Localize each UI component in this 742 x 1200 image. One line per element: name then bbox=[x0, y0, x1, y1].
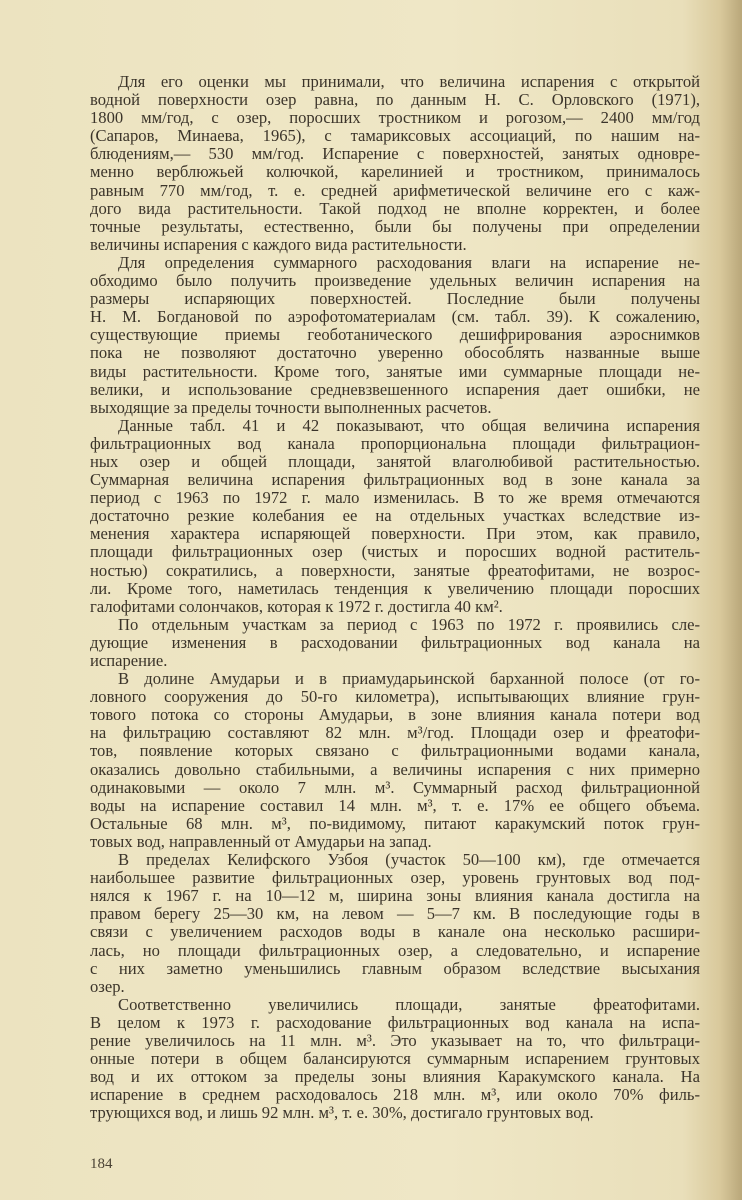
paragraph bbox=[90, 616, 700, 670]
text-line: тов, появление которых связано с фильтрационными водами канала, bbox=[90, 741, 700, 761]
text-line: нялся к 1967 г. на 10—12 м, ширина зоны влияния канала достигла на bbox=[90, 886, 700, 906]
text-line: Данные табл. 41 и 42 показывают, что общая величина испарения bbox=[118, 415, 700, 435]
text-line: Н. М. Богдановой по аэрофотоматериалам (см. табл. 39). К сожалению, bbox=[90, 307, 700, 327]
text-line: Для его оценки мы принимали, что величина испарения с открытой bbox=[118, 72, 700, 91]
text-line: связи с увеличением расходов воды в канале она несколько расшири- bbox=[90, 922, 700, 942]
text-line: достаточно резкие колебания ее на отдельных участках вследствие из- bbox=[90, 506, 700, 526]
text-line: на фильтрацию составляют 82 млн. м³/год. Площади озер и фреатофи- bbox=[90, 723, 700, 743]
page-body bbox=[90, 73, 700, 1122]
text-line: дующие изменения в расходовании фильтрационных вод канала на bbox=[90, 632, 700, 652]
text-line: пока не позволяют достаточно уверенно обособлять названные выше bbox=[90, 343, 700, 363]
text-line: водной поверхности озер равна, по данным Н. С. Орловского (1971), bbox=[90, 90, 700, 110]
text-line: ностью) сократились, а поверхности, занятые фреатофитами, не возрос- bbox=[90, 560, 700, 580]
text-line: испарение в среднем расходовалось 218 млн. м³, или около 70% филь- bbox=[90, 1085, 700, 1105]
text-line: одинаковыми — около 7 млн. м³. Суммарный расход фильтрационной bbox=[90, 777, 700, 797]
text-line: оказались довольно стабильными, а величины испарения с них примерно bbox=[90, 759, 700, 779]
paragraph bbox=[90, 254, 700, 417]
text-line: тового потока со стороны Амударьи, в зоне влияния канала потери вод bbox=[90, 705, 700, 725]
paragraph bbox=[90, 417, 700, 616]
text-line: В долине Амударьи и в приамударьинской барханной полосе (от го- bbox=[118, 669, 700, 689]
text-line: величины испарения с каждого вида растительности. bbox=[90, 234, 467, 254]
text-line: вод и их оттоком за пределы зоны влияния Каракумского канала. На bbox=[90, 1067, 700, 1087]
text-line: равным 770 мм/год, т. е. средней арифметической величине его с каж- bbox=[90, 180, 700, 200]
text-line: наибольшее развитие фильтрационных озер, уровень грунтовых вод под- bbox=[90, 868, 700, 888]
text-line: существующие приемы геоботанического дешифрирования аэроснимков bbox=[90, 325, 700, 345]
text-line: Суммарная величина испарения фильтрационных вод в зоне канала за bbox=[90, 470, 700, 490]
text-line: По отдельным участкам за период с 1963 по 1972 г. проявились сле- bbox=[118, 614, 700, 634]
text-line: размеры испаряющих поверхностей. Последние были получены bbox=[90, 289, 700, 309]
text-line: выходящие за пределы точности выполненных расчетов. bbox=[90, 397, 492, 417]
page-number: 184 bbox=[90, 1156, 113, 1172]
text-line: площади фильтрационных озер (чистых и поросших водной раститель- bbox=[90, 542, 700, 562]
text-line: ных озер и общей площади, занятой влаголюбивой растительностью. bbox=[90, 451, 700, 471]
text-line: период с 1963 по 1972 г. мало изменилась. В то же время отмечаются bbox=[90, 488, 700, 508]
text-line: правом берегу 25—30 км, на левом — 5—7 км. В последующие годы в bbox=[90, 904, 700, 924]
text-line: велики, и использование средневзвешенного испарения дает ошибки, не bbox=[90, 379, 700, 399]
text-line: онные потери в общем балансируются суммарным испарением грунтовых bbox=[90, 1049, 700, 1069]
text-line: (Сапаров, Минаева, 1965), с тамариксовых ассоциаций, по нашим на- bbox=[90, 126, 700, 146]
text-line: менно верблюжьей колючкой, карелинией и тростником, принималось bbox=[90, 162, 700, 182]
text-line: трующихся вод, и лишь 92 млн. м³, т. е. 30%, достигало грунтовых вод. bbox=[90, 1103, 594, 1123]
text-line: обходимо было получить произведение удельных величин испарения на bbox=[90, 271, 700, 291]
text-line: рение увеличилось на 11 млн. м³. Это указывает на то, что фильтраци- bbox=[90, 1030, 700, 1050]
text-line: ли. Кроме того, наметилась тенденция к увеличению площади поросших bbox=[90, 578, 700, 598]
text-line: лась, но площади фильтрационных озер, а следовательно, и испарение bbox=[90, 940, 700, 960]
text-line: товых вод, направленный от Амударьи на запад. bbox=[90, 831, 432, 851]
text-line: виды растительности. Кроме того, занятые ими суммарные площади не- bbox=[90, 361, 700, 381]
text-line: В пределах Келифского Узбоя (участок 50—100 км), где отмечается bbox=[118, 850, 700, 870]
text-line: В целом к 1973 г. расходование фильтрационных вод канала на испа- bbox=[90, 1012, 700, 1032]
text-line: точные результаты, естественно, были бы получены при определении bbox=[90, 216, 700, 236]
text-line: дого вида растительности. Такой подход не вполне корректен, и более bbox=[90, 198, 700, 218]
text-line: 1800 мм/год, с озер, поросших тростником и рогозом,— 2400 мм/год bbox=[90, 108, 700, 128]
text-line: блюдениям,— 530 мм/год. Испарение с поверхностей, занятых одновре- bbox=[90, 144, 700, 164]
text-line: Соответственно увеличились площади, занятые фреатофитами. bbox=[118, 994, 700, 1014]
text-line: менения характера испаряющей поверхности. При этом, как правило, bbox=[90, 524, 700, 544]
paragraph bbox=[90, 851, 700, 996]
text-line: Для определения суммарного расходования влаги на испарение не- bbox=[118, 252, 700, 272]
paragraph bbox=[90, 996, 700, 1123]
paragraph bbox=[90, 73, 700, 254]
text-line: фильтрационных вод канала пропорциональна площади фильтрацион- bbox=[90, 433, 700, 453]
text-line: ловного сооружения до 50-го километра), испытывающих влияние грун- bbox=[90, 687, 700, 707]
text-line: Остальные 68 млн. м³, по-видимому, питают каракумский поток грун- bbox=[90, 813, 700, 833]
text-line: воды на испарение составил 14 млн. м³, т. е. 17% ее общего объема. bbox=[90, 795, 700, 815]
text-line: испарение. bbox=[90, 651, 168, 670]
text-line: галофитами солончаков, которая к 1972 г. достигла 40 км². bbox=[90, 596, 503, 616]
text-line: озер. bbox=[90, 976, 125, 996]
text-line: с них заметно уменьшились главным образом вследствие высыхания bbox=[90, 958, 700, 978]
paragraph bbox=[90, 670, 700, 851]
